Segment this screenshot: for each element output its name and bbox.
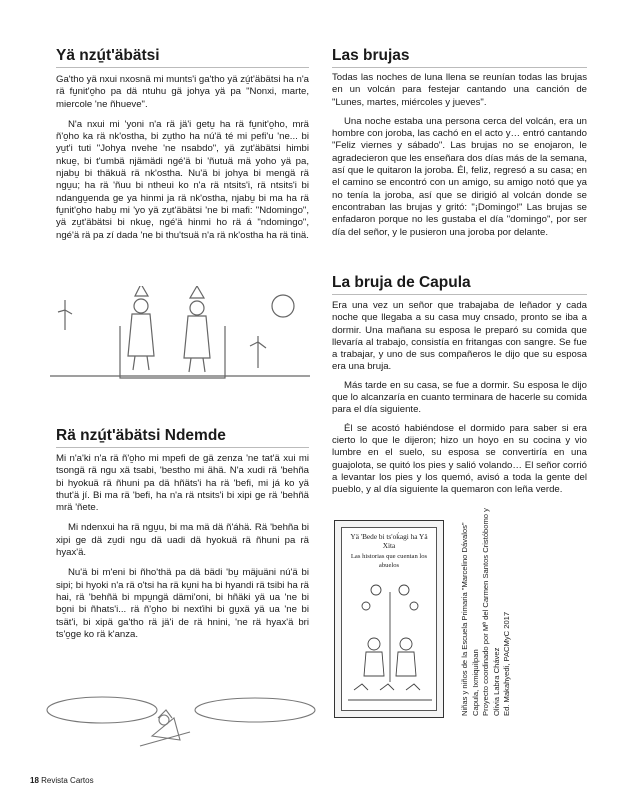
paragraph: Ga'tho yä nxui nxosnä mi munts'i ga'tho yä zú̱t'äbätsi ha n'a rä fu̱nit'o̱ho pa dä ntuhu gä johya yä pa "Nonxi, marte, miercole 'ne ñhueve".	[56, 74, 309, 110]
title-underline	[56, 447, 309, 448]
paragraph: Mi ndenxui ha rä ngu̱u, bi ma mä dä ñ'áhä. Rä 'behña bi xipi ge dä zu̱di ngu dä uadi dä hyokuä rä ñhuni pa rä hyax'ä.	[56, 522, 309, 559]
witches-drawing	[40, 286, 320, 386]
title-underline	[332, 67, 587, 68]
book-credits	[460, 506, 513, 716]
paragraph: Una noche estaba una persona cerca del volcán, era un hombre con joroba, las cachó en el acto y… entró cantando "Feliz viernes y sábado". Las brujas no se enojaron, le agradecieron que les enseñara dos días más de la semana, así que le quitaron la joroba. Él, feliz, regresó a su casa; en el camino se encontró con un amigo, su amigo notó que ya no tenía la joroba, así que se dirigió al volcán donde se encontraban las brujas y gritó: "¡Domingo!" Las brujas se enfadaron porque no les gustaba el día "domingo", por ser día del señor, y le pusieron una joroba por delante.	[332, 115, 587, 238]
book-illustration	[346, 572, 434, 708]
cactus-icon	[250, 336, 266, 368]
section-title-bruja-ndemde: Rä nzú̱t'äbätsi Ndemde	[56, 427, 226, 444]
page-number: 18	[30, 776, 39, 785]
section-title-bruja-otomi: Yä nzú̱t'äbätsi	[56, 47, 160, 64]
section-body	[56, 74, 309, 242]
book-title-spanish: Las historias que cuentan los abuelos	[350, 553, 428, 569]
book-title-otomi: Yä 'Bede bi ts'oḱagi ha Yä Xita	[350, 532, 428, 550]
paragraph: N'a nxui mi 'yoni n'a rä jä'i getu̱ ha rä fu̱nit'o̱ho, mrä ñ'o̱ho ka rä nk'ostha, bi zu̱tho ha nú'ä té mi pefi'u 'ne... bi yu̱t'i tuti "Johya nvehe 'ne nsabdo", yä zu̱t'äbätsi himbi nkue̱, bi t'umbä njämädi ngé'ä bi 'ñutuä mä yoho yä pa, njabu̱ bi thäkuä rä nk'ostha. Nu'ä bi johya bi mengä rä ngu̱u; ha rä 'ñuu bi ntheui ko n'a rä ntsits'i, rä ntsits'i bi ndangu̱enda ge ya hinmi ja rä nk'ostha, njabu̱ bi ma ha rä fu̱nit'o̱ho habu̱ mi 'yo yä zu̱t'äbätsi 'ne bi mafi: "Ndomingo", yä zu̱t'äbätsi bi nkue̱, ngé'ä hinmi ho rä á "ndomingo", ngé'ä rä pa zí dada 'ne bi thu'tsuä n'a rä nk'ostha ha rä tinä.	[56, 118, 309, 241]
section-body	[332, 72, 587, 239]
credit-line: Proyecto coordinado por Mª del Carmen Santos Cristóbomo y	[481, 508, 491, 716]
credit-line: Niñas y niños de la Escuela Primaria "Marcelino Dávalos"	[460, 522, 469, 716]
credit-line: Ed. Makahyedi, PACMyC 2017	[502, 611, 512, 716]
title-underline	[56, 67, 309, 68]
cactus-icon	[58, 300, 72, 330]
paragraph: Él se acostó habiéndose el dormido para saber si era cierto lo que le dijeron; hizo un hoyo en su cocina y vio lumbre en el suelo, su esposa se convertiría en una guajolota, se quitó los pies y salió volando… El señor corrió a levantar los pies y los quemó, avisó a toda la gente del pueblo, y al día siguiente la quemaron con leña verde.	[332, 422, 587, 496]
moon-icon	[272, 295, 294, 317]
section-title-las-brujas: Las brujas	[332, 47, 410, 64]
magazine-name: Revista Cartos	[41, 776, 94, 785]
section-body	[56, 453, 309, 641]
section-title-bruja-capula: La bruja de Capula	[332, 274, 471, 291]
credit-line: Capula, Ixmiquilpan	[470, 649, 480, 716]
page-footer	[30, 776, 94, 785]
paragraph: Mi n'a'ki n'a rä ñ'o̱ho mi mpefi de gä zenza 'ne tat'ä xui mi tsongä rä ngu xä tsabi, 'bestho mi ähä. N'a xudi rä 'behña bi hyokuä rä ñhuni pa dä hñäts'i ha rä 'befi, mi já ko yä thut'ä jí. Bi ma rä 'befi, ha n'a rä ntsits'i bi xipi ge rä 'behñä mrä 'ñete.	[56, 453, 309, 514]
credit-line: Olivia Labra Chávez	[491, 647, 501, 716]
book-cover	[334, 520, 444, 718]
paragraph: Todas las noches de luna llena se reunían todas las brujas en un volcán para festejar cantando una canción de "Lunes, martes, miércoles y jueves".	[332, 72, 587, 108]
flying-witch-drawing	[40, 688, 320, 763]
paragraph: Era una vez un señor que trabajaba de leñador y cada noche que llegaba a su casa muy cnsado, pronto se iba a dormir. Una mañana su esposa le preparó su comida que llevaría al trabajo, consistía en fritangas con sangre. Se fue a trabajar, y uno de sus compañeros le dijo que su esposa era una bruja.	[332, 300, 587, 373]
section-body	[332, 300, 587, 496]
paragraph: Más tarde en su casa, se fue a dormir. Su esposa le dijo que lo alcanzaría en cuanto terminara de hacerle su comida para el día siguiente.	[332, 379, 587, 416]
paragraph: Nu'ä bi m'eni bi ñho'thä pa dä bädi 'bu̱ mäjuäni nú'ä bi sipi; bi hyoki n'a rä o'tsi ha rä ku̱ni ha bi hyandi rä tsibi ha rä hai, rä 'behñä bi mpu̱ngä dämi'oni, bi hñäki yä ua 'ne bi bo̱ni bi ñhats'i... rä ñ'o̱ho bi nexťihi bi gu̱xä yä ua 'ne bi tsät'i, bi xipä ga'tho rä jä'i de rä hnini, 'ne rä hyax'ä bri ts'o̱ge ko rä k'anza.	[56, 567, 309, 640]
title-underline	[332, 294, 587, 295]
